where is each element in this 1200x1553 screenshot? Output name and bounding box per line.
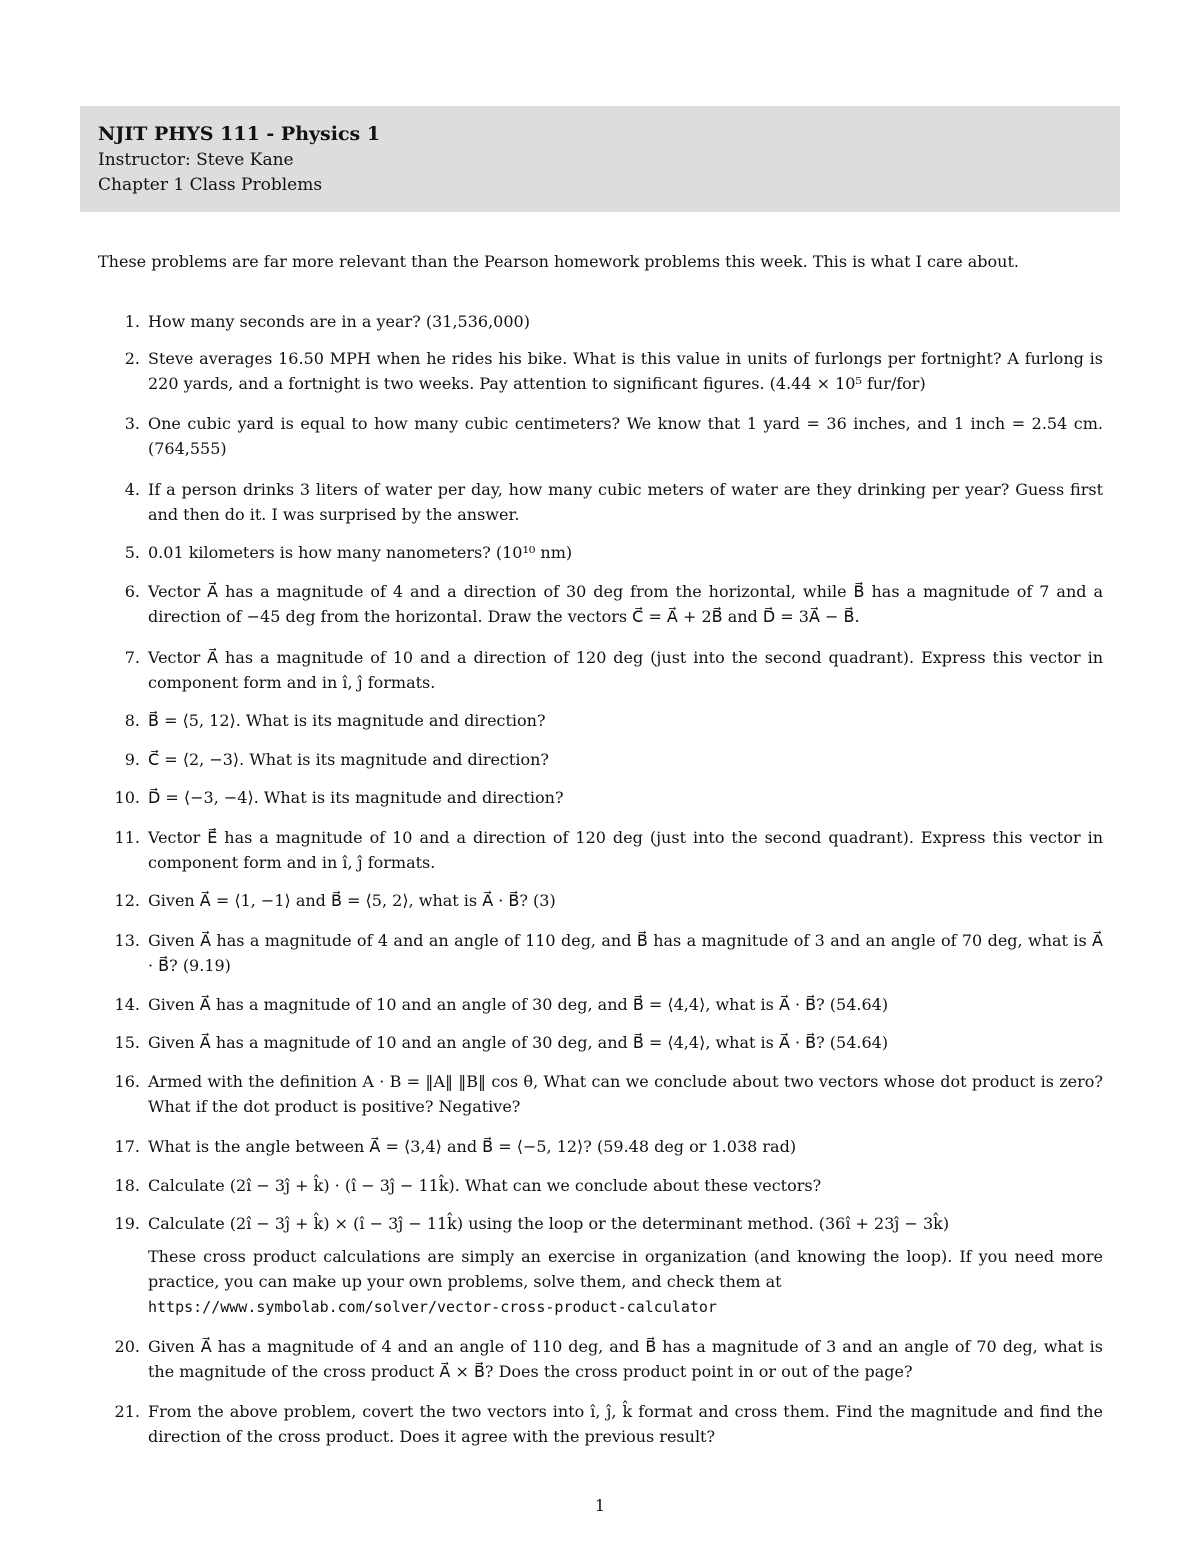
problem-text: B⃗ = ⟨5, 12⟩. What is its magnitude and direction? <box>148 711 546 730</box>
calculator-link[interactable]: https://www.symbolab.com/solver/vector-cross-product-calculator <box>148 1298 717 1316</box>
problem-number: 20. <box>114 1337 140 1356</box>
problem-number: 12. <box>114 891 140 910</box>
course-title: NJIT PHYS 111 - Physics 1 <box>98 123 381 145</box>
problem-number: 16. <box>114 1072 140 1091</box>
problem-text: Calculate (2î − 3ĵ + k̂) × (î − 3ĵ − 11k̂) using the loop or the determinant method. (36î + 23ĵ − 3k̂) <box>148 1214 950 1233</box>
problem-number: 15. <box>114 1033 140 1052</box>
document-header <box>80 106 1120 212</box>
problem-number: 18. <box>114 1176 140 1195</box>
problem-text: If a person drinks 3 liters of water per day, how many cubic meters of water are they drinking per year? Guess first and then do it. I was surprised by the answer. <box>148 480 1103 524</box>
problem-number: 7. <box>124 648 140 667</box>
problem-text: From the above problem, covert the two vectors into î, ĵ, k̂ format and cross them. Find the magnitude and find the direction of the cross product. Does it agree with the previous result? <box>148 1402 1103 1446</box>
page-number: 1 <box>594 1496 606 1515</box>
problem-text: Vector A⃗ has a magnitude of 10 and a direction of 120 deg (just into the second quadrant). Express this vector in component form and in î, ĵ formats. <box>148 648 1103 692</box>
problem-text: How many seconds are in a year? (31,536,000) <box>148 312 530 331</box>
problem-number: 1. <box>124 312 140 331</box>
cross-product-note <box>148 1244 1103 1320</box>
problem-number: 2. <box>124 349 140 368</box>
problem-number: 9. <box>124 750 140 769</box>
problem-text: Calculate (2î − 3ĵ + k̂) · (î − 3ĵ − 11k̂). What can we conclude about these vectors? <box>148 1176 822 1195</box>
problem-text: Vector E⃗ has a magnitude of 10 and a direction of 120 deg (just into the second quadrant). Express this vector in component form and in î, ĵ formats. <box>148 828 1103 872</box>
intro-paragraph: These problems are far more relevant than the Pearson homework problems this week. This is what I care about. <box>98 252 1019 271</box>
problem-text: Given A⃗ has a magnitude of 4 and an angle of 110 deg, and B⃗ has a magnitude of 3 and an angle of 70 deg, what is the magnitude of the cross product A⃗ × B⃗? Does the cross product point in or out of the page? <box>148 1337 1103 1381</box>
problem-number: 13. <box>114 931 140 950</box>
problem-number: 3. <box>124 414 140 433</box>
problem-number: 21. <box>114 1402 140 1421</box>
problem-text: Given A⃗ has a magnitude of 10 and an angle of 30 deg, and B⃗ = ⟨4,4⟩, what is A⃗ · B⃗? (54.64) <box>148 995 889 1014</box>
problem-text: 0.01 kilometers is how many nanometers? (10¹⁰ nm) <box>148 543 573 562</box>
problem-text: D⃗ = ⟨−3, −4⟩. What is its magnitude and direction? <box>148 788 564 807</box>
problem-number: 14. <box>114 995 140 1014</box>
problem-text: C⃗ = ⟨2, −3⟩. What is its magnitude and direction? <box>148 750 549 769</box>
problem-text: What is the angle between A⃗ = ⟨3,4⟩ and B⃗ = ⟨−5, 12⟩? (59.48 deg or 1.038 rad) <box>148 1137 797 1156</box>
problem-text: One cubic yard is equal to how many cubic centimeters? We know that 1 yard = 36 inches, and 1 inch = 2.54 cm. (764,555) <box>148 414 1103 458</box>
problem-number: 17. <box>114 1137 140 1156</box>
problem-number: 10. <box>114 788 140 807</box>
problem-number: 5. <box>124 543 140 562</box>
problem-number: 4. <box>124 480 140 499</box>
problem-number: 19. <box>114 1214 140 1233</box>
problem-number: 6. <box>124 582 140 601</box>
problem-text: Steve averages 16.50 MPH when he rides his bike. What is this value in units of furlongs per fortnight? A furlong is 220 yards, and a fortnight is two weeks. Pay attention to significant figures. (4.44 × 10⁵ fur/for) <box>148 349 1103 393</box>
note-text: These cross product calculations are simply an exercise in organization (and knowing the loop). If you need more practice, you can make up your own problems, solve them, and check them at <box>148 1247 1103 1291</box>
problem-text: Given A⃗ = ⟨1, −1⟩ and B⃗ = ⟨5, 2⟩, what is A⃗ · B⃗? (3) <box>148 891 556 910</box>
problem-text: Given A⃗ has a magnitude of 4 and an angle of 110 deg, and B⃗ has a magnitude of 3 and an angle of 70 deg, what is A⃗ · B⃗? (9.19) <box>148 931 1103 975</box>
problem-text: Given A⃗ has a magnitude of 10 and an angle of 30 deg, and B⃗ = ⟨4,4⟩, what is A⃗ · B⃗? (54.64) <box>148 1033 889 1052</box>
problem-text: Vector A⃗ has a magnitude of 4 and a direction of 30 deg from the horizontal, while B⃗ has a magnitude of 7 and a direction of −45 deg from the horizontal. Draw the vectors C⃗ = A⃗ + 2B⃗ and D⃗ = 3A⃗ − B⃗. <box>148 582 1103 626</box>
instructor-line: Instructor: Steve Kane <box>98 150 294 170</box>
problem-number: 8. <box>124 711 140 730</box>
chapter-subtitle: Chapter 1 Class Problems <box>98 175 323 195</box>
problem-number: 11. <box>114 828 140 847</box>
problem-text: Armed with the definition A · B = ‖A‖ ‖B‖ cos θ, What can we conclude about two vectors whose dot product is zero? What if the dot product is positive? Negative? <box>148 1072 1103 1116</box>
